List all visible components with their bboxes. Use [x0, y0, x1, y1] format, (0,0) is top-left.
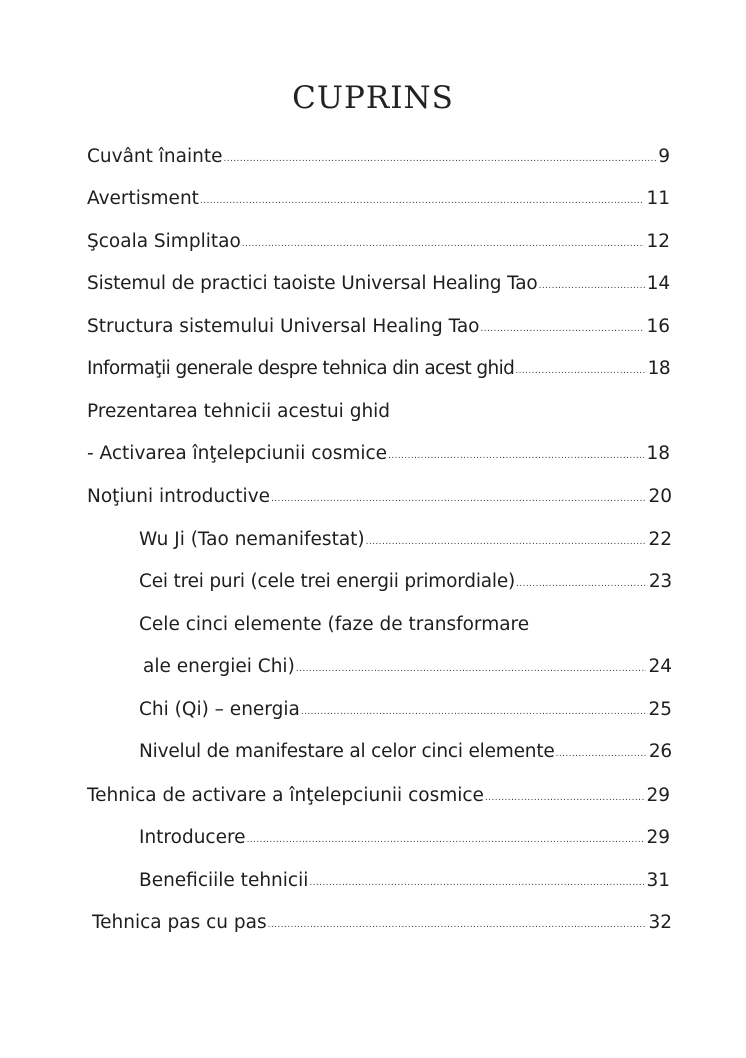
dot-leader [247, 829, 645, 851]
dot-leader [309, 872, 644, 894]
dot-leader [556, 743, 647, 765]
toc-entry-introducere[interactable] [139, 827, 670, 852]
toc-entry-chi-energia[interactable] [139, 699, 672, 724]
toc-entry-label: Noţiuni introductive [87, 486, 271, 507]
toc-entry-structura-sistemului[interactable] [87, 316, 670, 341]
toc-entry-sistemul-de-practici[interactable] [87, 273, 670, 298]
toc-entry-informatii-generale[interactable] [87, 358, 670, 383]
toc-entry-prezentarea-tehnicii[interactable] [87, 401, 670, 423]
toc-entry-page: 18 [646, 443, 670, 464]
toc-entry-page: 31 [646, 870, 670, 891]
toc-entry-label: Informaţii generale despre tehnica din acest ghid [87, 358, 515, 379]
toc-entry-page: 26 [648, 741, 672, 762]
toc-entry-label: Cuvânt înainte [87, 146, 223, 167]
toc-entry-label: Tehnica pas cu pas [92, 912, 267, 933]
toc-entry-cuvant-inainte[interactable] [87, 146, 670, 171]
toc-entry-label: Introducere [139, 827, 246, 848]
toc-entry-page: 14 [646, 273, 670, 294]
toc-entry-label: Tehnica de activare a înţelepciunii cosmice [87, 785, 484, 806]
toc-entry-label: Şcoala Simplitao [87, 231, 241, 252]
page-title: CUPRINS [292, 80, 454, 116]
toc-entry-beneficiile-tehnicii[interactable] [139, 870, 670, 895]
toc-entry-notiuni-introductive[interactable] [87, 486, 672, 511]
toc-entry-page: 16 [646, 316, 670, 337]
toc-entry-scoala-simplitao[interactable] [87, 231, 670, 256]
toc-entry-page: 25 [648, 699, 672, 720]
toc-entry-label: ale energiei Chi) [143, 656, 295, 677]
toc-entry-avertisment[interactable] [87, 188, 670, 213]
toc-entry-page: 29 [646, 827, 670, 848]
toc-entry-tehnica-de-activare[interactable] [87, 785, 670, 810]
dot-leader [485, 787, 645, 809]
dot-leader [224, 148, 657, 170]
toc-entry-label: Prezentarea tehnicii acestui ghid [87, 401, 391, 422]
toc-entry-tehnica-pas-cu-pas[interactable] [92, 912, 672, 937]
toc-entry-activarea-intelepciunii[interactable] [87, 443, 670, 468]
toc-entry-label: Nivelul de manifestare al celor cinci elemente [139, 741, 555, 762]
toc-entry-ale-energiei-chi[interactable] [143, 656, 672, 681]
toc-entry-cei-trei-puri[interactable] [139, 571, 672, 596]
toc-entry-page: 22 [648, 529, 672, 550]
toc-entry-label: - Activarea înţelepciunii cosmice [87, 443, 388, 464]
toc-entry-label: Wu Ji (Tao nemanifestat) [139, 529, 365, 550]
dot-leader [271, 488, 646, 510]
toc-entry-label: Avertisment [87, 188, 199, 209]
toc-entry-page: 18 [647, 358, 670, 379]
dot-leader [200, 190, 645, 212]
toc-entry-page: 29 [646, 785, 670, 806]
dot-leader [539, 275, 645, 297]
dot-leader [366, 531, 647, 553]
toc-entry-page: 24 [648, 656, 672, 677]
toc-entry-label: Chi (Qi) – energia [139, 699, 300, 720]
toc-entry-page: 32 [648, 912, 672, 933]
dot-leader [388, 445, 644, 467]
dot-leader [268, 914, 647, 936]
toc-entry-page: 20 [648, 486, 672, 507]
toc-entry-page: 9 [658, 146, 670, 167]
toc-entry-label: Beneficiile tehnicii [139, 870, 309, 891]
toc-entry-label: Structura sistemului Universal Healing Tao [87, 316, 480, 337]
toc-entry-page: 23 [648, 571, 672, 592]
toc-entry-nivelul-de-manifestare[interactable] [139, 741, 672, 766]
dot-leader [242, 233, 645, 255]
toc-entry-label: Cele cinci elemente (faze de transformare [139, 614, 530, 635]
dot-leader [296, 658, 647, 680]
toc-entry-label: Cei trei puri (cele trei energii primordiale) [139, 571, 516, 592]
dot-leader [480, 318, 644, 340]
dot-leader [301, 701, 647, 723]
dot-leader [515, 360, 645, 382]
toc-entry-page: 12 [646, 231, 670, 252]
dot-leader [516, 573, 647, 595]
toc-entry-label: Sistemul de practici taoiste Universal Healing Tao [87, 273, 538, 294]
toc-entry-cele-cinci-elemente[interactable] [139, 614, 672, 636]
toc-entry-page: 11 [646, 188, 670, 209]
toc-entry-wu-ji[interactable] [139, 529, 672, 554]
